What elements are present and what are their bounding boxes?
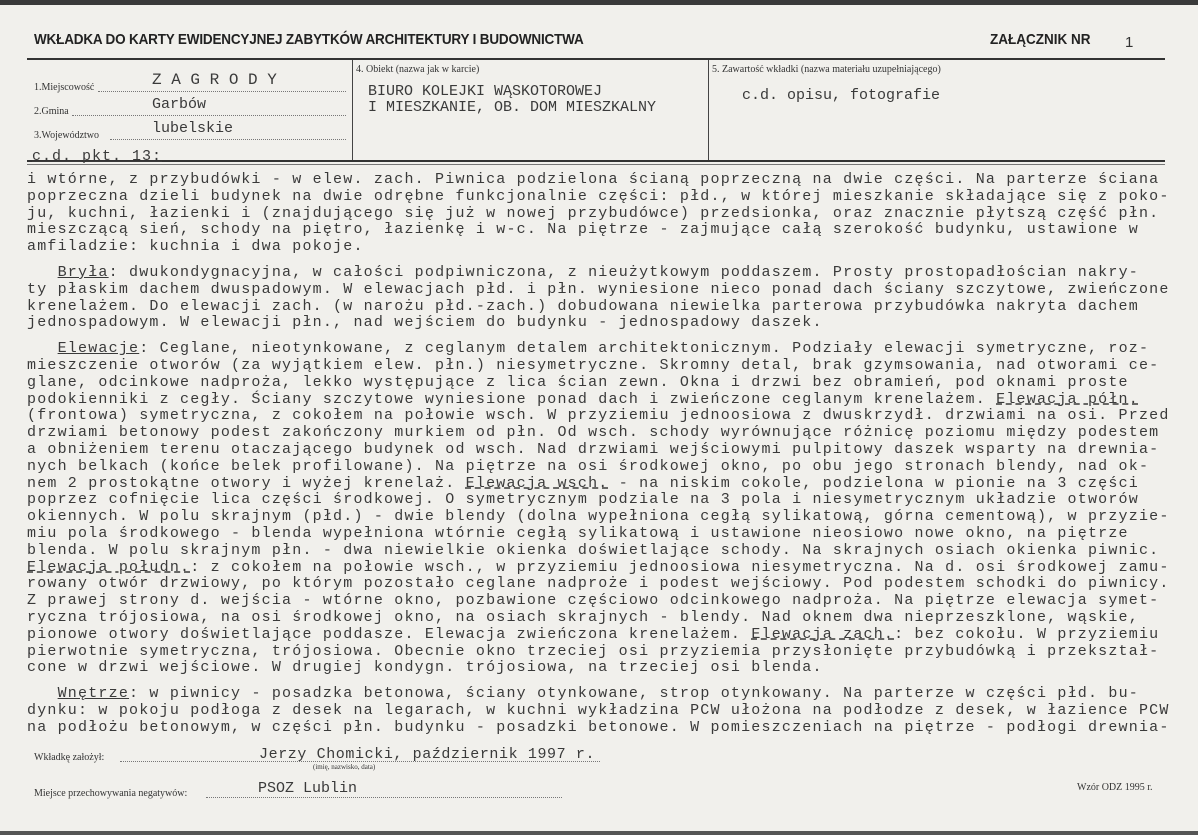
author-label: Wkładkę założył:: [34, 752, 105, 763]
text-segment: pierwotnie symetryczna, trójosiowa. Obecnie okno trzeciej osi przyziemia przysłonięte przybudówką i przekształ-: [27, 642, 1160, 660]
continuation-heading: c.d. pkt. 13:: [32, 148, 163, 165]
text-segment: : Ceglane, nieotynkowane, z ceglanym detalem architektonicznym. Podziały elewacji symetryczne, roz-: [139, 340, 1150, 358]
text-line: [27, 703, 1170, 720]
column-divider: [708, 60, 709, 161]
table-bottom-rule: [27, 160, 1165, 162]
text-segment: ryczna trójosiowa, na osi środkowej okno, na osiach skrajnych - blendy. Nad oknem dwa nieprzeszklone, wąskie,: [27, 608, 1139, 626]
contents-value: c.d. opisu, fotografie: [742, 87, 941, 104]
text-segment: [27, 340, 58, 357]
voivodeship-value: lubelskie: [152, 120, 234, 137]
text-segment: (frontowa) symetryczna, z cokołem na połowie wsch. W przyziemiu jednoosiowa z dwuskrzydł. drzwiami na osi. Przed: [27, 407, 1170, 425]
text-line: [27, 509, 1170, 526]
text-segment: : dwukondygnacyjna, w całości podpiwniczona, z nieużytkowym poddaszem. Prosty prostopadłościan nakry-: [108, 263, 1139, 281]
voivodeship-label: 3.Województwo: [34, 130, 100, 141]
text-segment: blenda. W polu skrajnym płn. - dwa niewielkie okienka doświetlające schody. Na skrajnych osiach okienka piwnic.: [27, 541, 1160, 559]
text-segment: glane, odcinkowe nadproża, lekko występujące z lica ścian zewn. Okna i drzwi bez obramień, pod oknami proste: [27, 373, 1129, 391]
text-line: [27, 172, 1170, 189]
text-line: [27, 720, 1170, 737]
paragraph: [27, 172, 1170, 256]
locality-label: 1.Miejscowość: [34, 82, 95, 93]
text-line: [27, 282, 1170, 299]
text-line: [27, 189, 1170, 206]
text-segment: drzwiami betonowy podest zakończony murkiem od płn. Od wsch. schody wyrównujące różnicę poziomu między podestem: [27, 424, 1160, 442]
text-segment: jednospadowym. W elewacji płn., nad wejściem do budynku - jednospadowy daszek.: [27, 314, 823, 332]
paragraph: [27, 265, 1170, 332]
text-line: [27, 660, 1170, 677]
object-value-line-1: BIURO KOLEJKI WĄSKOTOROWEJ: [368, 83, 603, 100]
text-line: [27, 375, 1170, 392]
text-segment: i wtórne, z przybudówki - w elew. zach. Piwnica podzielona ścianą poprzeczną na dwie części. Na parterze ściana: [27, 171, 1160, 188]
scan-top-edge: [0, 0, 1198, 5]
section-heading: Elewacja wsch.: [465, 474, 609, 492]
text-segment: : w piwnicy - posadzka betonowa, ściany otynkowane, strop otynkowany. Na parterze w części płd. bu-: [129, 685, 1139, 703]
text-segment: na podłożu betonowym, w części płn. budynku - posadzki betonowe. W pomieszczeniach na piętrze - podłogi drewnia-: [27, 718, 1170, 736]
text-segment: krenelażem. Do elewacji zach. (w narożu płd.-zach.) dobudowana niewielka parterowa przybudówka nakryta dachem: [27, 297, 1139, 315]
description-body: [27, 172, 1170, 746]
text-segment: : bez cokołu. W przyziemiu: [894, 625, 1160, 643]
text-line: [27, 341, 1170, 358]
table-bottom-rule-thin: [27, 164, 1165, 165]
column-divider: [352, 60, 353, 161]
text-line: [27, 358, 1170, 375]
text-line: [27, 239, 1170, 256]
text-segment: [27, 264, 58, 281]
section-heading: Elewacja zach.: [751, 625, 895, 643]
section-heading: Elewacja połudn.: [27, 558, 191, 576]
text-segment: pionowe otwory doświetlające poddasze. Elewacja zwieńczona krenelażem.: [27, 625, 752, 643]
section-heading: Bryła: [57, 263, 109, 281]
text-line: [27, 299, 1170, 316]
text-line: [27, 686, 1170, 703]
text-line: [27, 222, 1170, 239]
commune-value: Garbów: [152, 96, 207, 113]
object-label: 4. Obiekt (nazwa jak w karcie): [356, 64, 480, 75]
annex-label: ZAŁĄCZNIK NR: [990, 31, 1091, 48]
contents-label: 5. Zawartość wkładki (nazwa materiału uzupełniającego): [712, 64, 941, 75]
text-segment: podokienniki z cegły. Ściany szczytowe wyniesione ponad dach i zwieńczone ceglanym krenelażem.: [27, 390, 997, 408]
text-segment: okiennych. W polu skrajnym (płd.) - dwie blendy (dolna wypełniona cegłą sylikatową, górna cementową), w przyzie-: [27, 508, 1170, 526]
text-line: [27, 425, 1170, 442]
text-segment: mieszczącą sień, schody na piętro, łazienkę i w-c. Na piętrze - zajmujące całą szerokość budynku, ustawione w: [27, 221, 1139, 239]
paragraph: [27, 686, 1170, 736]
text-line: [27, 442, 1170, 459]
text-segment: [27, 685, 58, 702]
dotted-line: [110, 138, 346, 140]
text-line: [27, 593, 1170, 610]
text-segment: miu pola środkowego - blenda wypełniona wtórnie cegłą sylikatową i ustawione nieosiowo nowe okno, na piętrze: [27, 524, 1129, 542]
section-heading: Wnętrze: [57, 685, 130, 703]
text-segment: rowany otwór drzwiowy, po którym pozostało ceglane nadproże i podest wejściowy. Pod podestem schodki do piwnicy.: [27, 575, 1170, 593]
text-segment: : z cokołem na połowie wsch., w przyziemiu jednoosiowa niesymetryczna. Na d. osi środkowej zamu-: [190, 558, 1170, 576]
text-segment: amfiladzie: kuchnia i dwa pokoje.: [27, 238, 364, 256]
document-title: WKŁADKA DO KARTY EWIDENCYJNEJ ZABYTKÓW ARCHITEKTURY I BUDOWNICTWA: [34, 31, 584, 48]
text-segment: ty płaskim dachem dwuspadowym. W elewacjach płd. i płn. wyniesione nieco ponad dach ściany szczytowe, zwieńczone: [27, 280, 1170, 298]
text-segment: poprzeczna dzieli budynek na dwie odrębne funkcjonalnie części: płd., w której mieszkanie składające się z poko-: [27, 187, 1170, 205]
text-segment: dynku: w pokoju podłoga z desek na legarach, w kuchni wykładzina PCW ułożona na podłodze z desek, w łazience PCW: [27, 701, 1170, 719]
text-segment: a obniżeniem terenu otaczającego budynek od wsch. Nad drzwiami wejściowymi pulpitowy daszek wsparty na drewnia-: [27, 440, 1160, 458]
text-segment: - na niskim cokole, podzielona w pionie na 3 części: [608, 474, 1139, 492]
commune-label: 2.Gmina: [34, 106, 69, 117]
text-line: [27, 543, 1170, 560]
template-label: Wzór ODZ 1995 r.: [1077, 782, 1153, 793]
text-line: [27, 492, 1170, 509]
paragraph: [27, 341, 1170, 677]
text-line: [27, 560, 1170, 577]
scan-bottom-edge: [0, 831, 1198, 835]
text-line: [27, 526, 1170, 543]
text-line: [27, 459, 1170, 476]
text-line: [27, 206, 1170, 223]
table-top-rule: [27, 58, 1165, 60]
storage-label: Miejsce przechowywania negatywów:: [34, 788, 188, 799]
text-line: [27, 392, 1170, 409]
section-heading: Elewacja półn.: [996, 390, 1139, 408]
text-segment: Z prawej strony d. wejścia - wtórne okno, pozbawione częściowo odcinkowego nadproża. Na piętrze elewacja symet-: [27, 592, 1160, 610]
locality-value: Z A G R O D Y: [152, 71, 277, 89]
text-line: [27, 627, 1170, 644]
section-heading: Elewacje: [57, 340, 140, 358]
text-line: [27, 408, 1170, 425]
author-value: Jerzy Chomicki, październik 1997 r.: [259, 746, 596, 763]
text-segment: cone w drzwi wejściowe. W drugiej kondygn. trójosiowa, na trzeciej osi blenda.: [27, 659, 823, 677]
object-value-line-2: I MIESZKANIE, OB. DOM MIESZKALNY: [368, 99, 657, 116]
text-segment: poprzez cofnięcie lica części środkowej. O symetrycznym podziale na 3 pola i niesymetrycznym układzie otworów: [27, 491, 1139, 509]
text-line: [27, 644, 1170, 661]
author-hint: (imię, nazwisko, data): [313, 763, 376, 771]
text-line: [27, 610, 1170, 627]
text-line: [27, 265, 1170, 282]
text-segment: mieszczenie otworów (za wyjątkiem elew. płn.) niesymetryczne. Skromny detal, brak gzymsowania, nad otworami ce-: [27, 356, 1160, 374]
annex-number: 1: [1125, 34, 1134, 51]
text-segment: nych belkach (końce belek profilowane). Na piętrze na osi środkowej okno, po obu jego stronach blendy, nad ok-: [27, 457, 1150, 475]
dotted-line: [72, 114, 346, 116]
text-line: [27, 315, 1170, 332]
text-segment: ju, kuchni, łazienki i (znajdującego się już w nowej przybudówce) przedsionka, oraz znacznie płytszą część płn.: [27, 204, 1160, 222]
text-segment: nem 2 prostokątne otwory i wyżej krenelaż.: [27, 474, 466, 492]
storage-value: PSOZ Lublin: [258, 780, 358, 797]
dotted-line: [98, 90, 346, 92]
text-line: [27, 476, 1170, 493]
text-line: [27, 576, 1170, 593]
